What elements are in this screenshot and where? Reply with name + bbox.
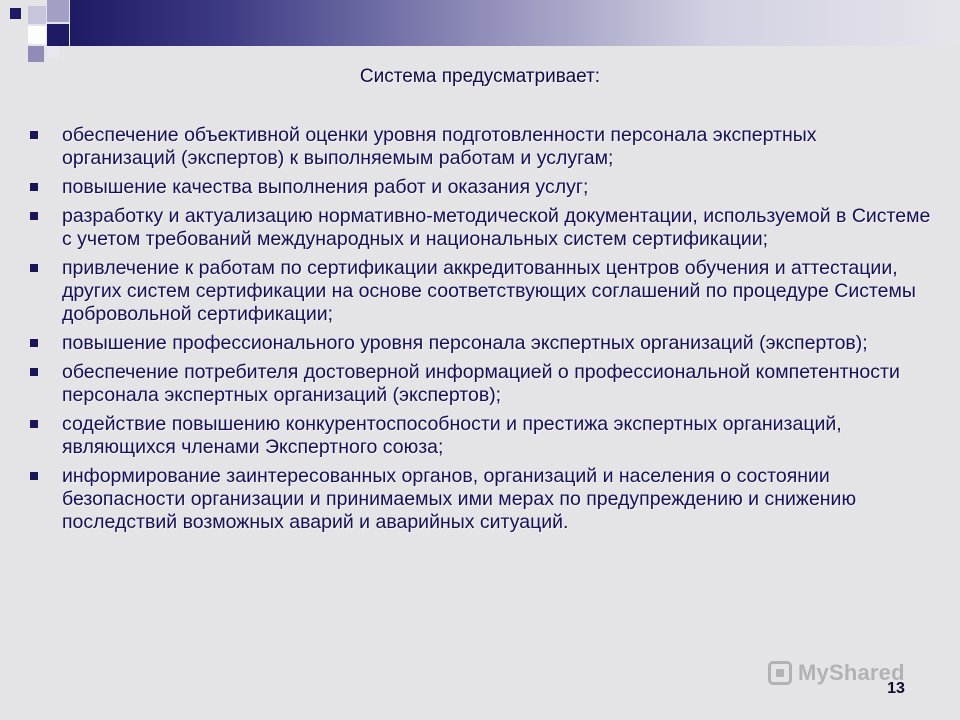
decor-square xyxy=(28,6,46,24)
list-item xyxy=(24,257,934,326)
list-item xyxy=(24,413,934,459)
list-item xyxy=(24,465,934,534)
square-bullet-icon xyxy=(30,339,38,347)
square-bullet-icon xyxy=(30,212,38,220)
bullet-list xyxy=(24,124,934,540)
header-decoration-band xyxy=(70,0,960,46)
square-bullet-icon xyxy=(30,264,38,272)
square-bullet-icon xyxy=(30,183,38,191)
square-bullet-icon xyxy=(30,368,38,376)
list-item xyxy=(24,332,934,355)
slide-title: Система предусматривает: xyxy=(359,66,601,87)
square-bullet-icon xyxy=(30,472,38,480)
list-item xyxy=(24,361,934,407)
decor-square xyxy=(47,0,69,22)
decor-square xyxy=(47,46,59,58)
list-item xyxy=(24,176,934,199)
list-item-text: разработку и актуализацию нормативно-методической документации, используемой в Системе с учетом требований международных и национальных систем сертификации; xyxy=(62,205,931,250)
list-item-text: повышение профессионального уровня персонала экспертных организаций (экспертов); xyxy=(62,332,868,354)
myshared-logo-icon xyxy=(768,661,792,685)
list-item-text: привлечение к работам по сертификации аккредитованных центров обучения и аттестации, других систем сертификации на основе соответствующих соглашений по процедуре Системы добровольной сертификации; xyxy=(62,257,916,325)
decor-square xyxy=(10,8,21,19)
decor-square xyxy=(47,24,69,46)
list-item xyxy=(24,124,934,170)
decor-square xyxy=(28,46,44,62)
list-item-text: информирование заинтересованных органов, организаций и населения о состоянии безопасности организации и принимаемых ими мерах по предупреждению и снижению последствий возможных аварий и аварийных ситуаций. xyxy=(62,465,857,533)
list-item-text: обеспечение потребителя достоверной информацией о профессиональной компетентности персонала экспертных организаций (экспертов); xyxy=(62,361,900,406)
list-item-text: повышение качества выполнения работ и оказания услуг; xyxy=(62,176,589,198)
square-bullet-icon xyxy=(30,420,38,428)
list-item xyxy=(24,205,934,251)
watermark-text: MyShared xyxy=(798,660,905,685)
list-item-text: обеспечение объективной оценки уровня подготовленности персонала экспертных организаций (экспертов) к выполняемым работам и услугам; xyxy=(62,124,817,169)
page-number: 13 xyxy=(887,680,905,697)
square-bullet-icon xyxy=(30,131,38,139)
decor-square xyxy=(28,26,46,44)
list-item-text: содействие повышению конкурентоспособности и престижа экспертных организаций, являющихся членами Экспертного союза; xyxy=(62,413,842,458)
